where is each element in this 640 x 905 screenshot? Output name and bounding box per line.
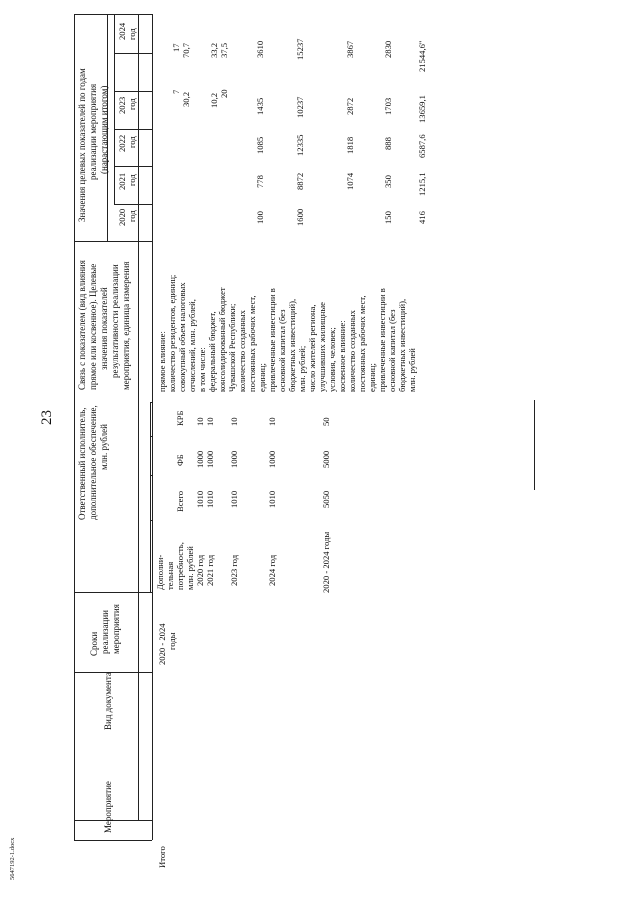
header-indicators-3: значения показателей: [99, 287, 109, 370]
indicator-line: консолидированный бюджет: [217, 287, 227, 392]
value-cell: 1818: [345, 136, 355, 154]
value-cell: 1215,1: [417, 172, 427, 196]
funding-fb: 1000: [195, 450, 205, 468]
value-cell: 17: [171, 43, 181, 52]
value-cell: 350: [383, 175, 393, 188]
indicator-line: улучшивших жилищные: [317, 302, 327, 392]
funding-year: 2024 год: [267, 554, 277, 586]
header-period-1: Сроки: [89, 631, 99, 656]
value-cell: 3867: [345, 40, 355, 58]
header-total: Всего: [175, 490, 185, 512]
value-cell: 20: [219, 89, 229, 98]
header-year-2022-label: год: [127, 136, 137, 148]
funding-fb: 1000: [229, 450, 239, 468]
value-cell: 2872: [345, 97, 355, 115]
indicator-line: млн. рублей: [407, 348, 417, 392]
header-indicators-2: прямое или косвенное). Целевые: [88, 263, 98, 390]
funding-total: 1010: [195, 490, 205, 508]
indicator-line: прямое влияние:: [157, 331, 167, 392]
bottom-rule: [534, 400, 535, 490]
value-cell: 1085: [255, 136, 265, 154]
header-year-2023: 2023: [117, 96, 127, 114]
funding-krb: 10: [267, 417, 277, 426]
indicator-line: единиц;: [257, 363, 267, 392]
value-cell: 778: [255, 175, 265, 188]
value-cell: 888: [383, 137, 393, 150]
indicator-line: косвенное влияние:: [337, 320, 347, 392]
indicator-line: количество резидентов, единиц;: [167, 274, 177, 392]
header-year-2021-label: год: [127, 174, 137, 186]
indicator-line: бюджетных инвестиций),: [287, 298, 297, 392]
header-krb: КРБ: [175, 410, 185, 426]
header-period-3: мероприятия: [111, 604, 121, 654]
indicator-line: федеральный бюджет,: [207, 311, 217, 392]
funding-krb: 50: [321, 417, 331, 426]
indicator-line: основной капитал (без: [277, 309, 287, 392]
indicator-line: в том числе:: [197, 347, 207, 392]
header-fb: ФБ: [175, 454, 185, 466]
header-target-values-3: (нарастающим итогом): [99, 85, 109, 174]
indicator-line: отчислений, млн. рублей,: [187, 299, 197, 392]
funding-year: 2023 год: [229, 554, 239, 586]
header-target-values-2: реализации мероприятия: [88, 83, 98, 180]
value-cell: 1074: [345, 172, 355, 190]
indicator-line: бюджетных инвестиций),: [397, 298, 407, 392]
indicator-line: число жителей региона,: [307, 304, 317, 392]
indicator-line: количество созданных: [347, 310, 357, 392]
header-target-values-1: Значения целевых показателей по годам: [77, 68, 87, 222]
funding-total: 1010: [229, 490, 239, 508]
value-cell: 13659,1: [417, 95, 427, 123]
indicator-line: условия, человек;: [327, 327, 337, 392]
value-cell: 1435: [255, 97, 265, 115]
header-responsible-1: Ответственный исполнитель,: [77, 407, 87, 520]
header-document-type: Вид документа: [103, 672, 113, 730]
indicator-line: постоянных рабочих мест,: [357, 295, 367, 392]
header-responsible-3: млн. рублей: [99, 424, 109, 470]
header-need-1: Дополни-: [155, 554, 165, 590]
file-name: 5647192-1.docx: [9, 837, 16, 880]
indicator-line: основной капитал (без: [387, 309, 397, 392]
header-responsible-2: дополнительное обеспечение,: [88, 405, 98, 520]
indicator-line: привлеченные инвестиции в: [267, 288, 277, 392]
header-year-2021: 2021: [117, 172, 127, 190]
funding-krb: 10: [229, 417, 239, 426]
indicator-line: совокупный объем налоговых: [177, 282, 187, 392]
funding-fb: 5000: [321, 450, 331, 468]
funding-fb: 1000: [267, 450, 277, 468]
page-number: 23: [39, 410, 55, 425]
value-cell: 33,2: [209, 42, 219, 58]
value-cell: 8872: [295, 172, 305, 190]
value-cell: 1600: [295, 208, 305, 226]
funding-total: 5050: [321, 490, 331, 508]
value-cell: 150: [383, 211, 393, 224]
header-indicators-1: Связь с показателем (вид влияния: [77, 260, 87, 390]
row-period-2: годы: [167, 632, 177, 650]
indicator-line: количество созданных: [237, 310, 247, 392]
header-year-2024-label: год: [127, 28, 137, 40]
row-period-1: 2020 - 2024: [157, 623, 167, 665]
value-cell: 30,2: [181, 91, 191, 107]
value-cell: 10,2: [209, 92, 219, 108]
header-activity: Мероприятие: [103, 781, 113, 833]
header-year-2024: 2024: [117, 22, 127, 40]
header-indicators-4: результативности реализации: [110, 264, 120, 378]
funding-krb: 10: [205, 417, 215, 426]
funding-year: 2020 - 2024 годы: [321, 531, 331, 593]
value-cell: 7: [171, 89, 181, 94]
indicator-line: Чувашской Республики;: [227, 303, 237, 392]
value-cell: 416: [417, 211, 427, 224]
value-cell: 15237: [295, 38, 305, 60]
value-cell: 1703: [383, 97, 393, 115]
header-need-2: тельная: [165, 561, 175, 590]
header-year-2020-label: год: [127, 210, 137, 222]
header-need-4: млн. рублей: [185, 546, 195, 590]
funding-fb: 1000: [205, 450, 215, 468]
indicator-line: млн. рублей;: [297, 345, 307, 392]
value-cell: 100: [255, 211, 265, 224]
funding-total: 1010: [205, 490, 215, 508]
value-cell: 2830: [383, 40, 393, 58]
funding-total: 1010: [267, 490, 277, 508]
row-label: Итого: [157, 846, 167, 868]
value-cell: 6587,6: [417, 134, 427, 158]
indicator-line: единиц;: [367, 363, 377, 392]
value-cell: 10237: [295, 96, 305, 118]
value-cell: 3610: [255, 40, 265, 58]
value-cell: 12335: [295, 134, 305, 156]
funding-year: 2020 год: [195, 554, 205, 586]
header-period-2: реализации: [100, 610, 110, 654]
header-year-2020: 2020: [117, 208, 127, 226]
header-year-2023-label: год: [127, 98, 137, 110]
funding-krb: 10: [195, 417, 205, 426]
value-cell: 37,5: [219, 42, 229, 58]
value-cell: 70,7: [181, 42, 191, 58]
header-indicators-5: мероприятия, единица измерения: [121, 261, 131, 390]
funding-year: 2021 год: [205, 554, 215, 586]
header-year-2022: 2022: [117, 134, 127, 152]
indicator-line: привлеченные инвестиции в: [377, 288, 387, 392]
header-need-3: потребность,: [175, 542, 185, 590]
value-cell: 21544,6": [417, 40, 427, 72]
indicator-line: постоянных рабочих мест,: [247, 295, 257, 392]
